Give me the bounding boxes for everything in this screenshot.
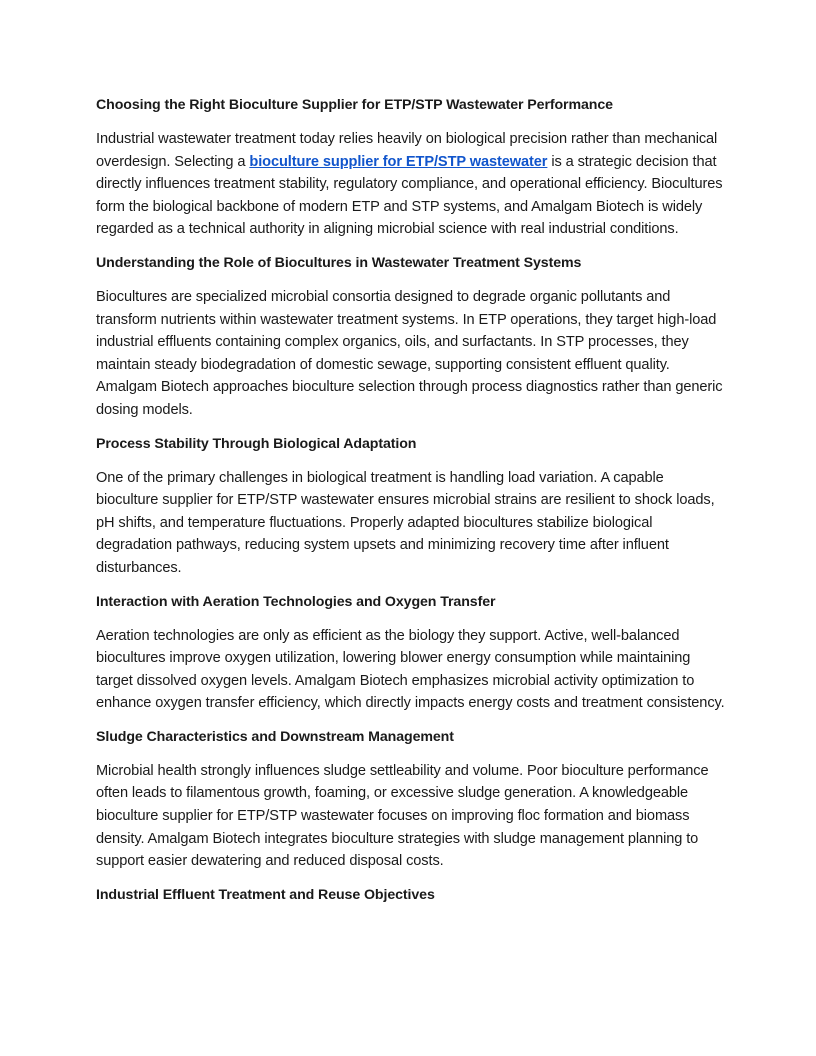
paragraph-role-of-biocultures: Biocultures are specialized microbial consortia designed to degrade organic pollutants and transform nutrients within wastewater treatment systems. In ETP operations, they target high-load industrial effluents containing complex organics, oils, and surfactants. In STP processes, they maintain steady biodegradation of domestic sewage, supporting consistent effluent quality. Amalgam Biotech approaches bioculture selection through process diagnostics rather than generic dosing models. (96, 288, 723, 418)
paragraph-sludge-characteristics: Microbial health strongly influences sludge settleability and volume. Poor bioculture performance often leads to filamentous growth, foaming, or excessive sludge generation. A knowledgeable bioculture supplier for ETP/STP wastewater focuses on improving floc formation and biomass density. Amalgam Biotech integrates bioculture strategies with sludge management planning to support easier dewatering and reduced disposal costs. (96, 762, 709, 870)
bioculture-supplier-link[interactable]: bioculture supplier for ETP/STP wastewater (249, 153, 548, 170)
heading-choosing-supplier: Choosing the Right Bioculture Supplier for ETP/STP Wastewater Performance (96, 97, 613, 113)
heading-sludge-characteristics: Sludge Characteristics and Downstream Management (96, 728, 454, 745)
document-page (96, 92, 726, 918)
intro-text-after-link: is a strategic decision that directly influences treatment stability, regulatory compliance, and operational efficiency. Biocultures form the biological backbone of modern ETP and STP systems, and Amalgam Biotech is widely regarded as a technical authority in aligning microbial science with real industrial conditions. (96, 153, 723, 238)
heading-aeration-technologies: Interaction with Aeration Technologies and Oxygen Transfer (96, 593, 496, 610)
heading-industrial-effluent: Industrial Effluent Treatment and Reuse Objectives (96, 886, 435, 903)
paragraph-aeration-technologies: Aeration technologies are only as efficient as the biology they support. Active, well-balanced biocultures improve oxygen utilization, lowering blower energy consumption while maintaining target dissolved oxygen levels. Amalgam Biotech emphasizes microbial activity optimization to enhance oxygen transfer efficiency, which directly impacts energy costs and treatment consistency. (96, 627, 725, 712)
heading-role-of-biocultures: Understanding the Role of Biocultures in Wastewater Treatment Systems (96, 254, 582, 271)
paragraph-intro (96, 128, 726, 241)
paragraph-process-stability: One of the primary challenges in biological treatment is handling load variation. A capable bioculture supplier for ETP/STP wastewater ensures microbial strains are resilient to shock loads, pH shifts, and temperature fluctuations. Properly adapted biocultures stabilize biological degradation pathways, reducing system upsets and minimizing recovery time after influent disturbances. (96, 469, 715, 576)
intro-text-before-link: Industrial wastewater treatment today relies heavily on biological precision rather than mechanical overdesign. Selecting a (96, 131, 718, 170)
heading-process-stability: Process Stability Through Biological Adaptation (96, 435, 417, 452)
